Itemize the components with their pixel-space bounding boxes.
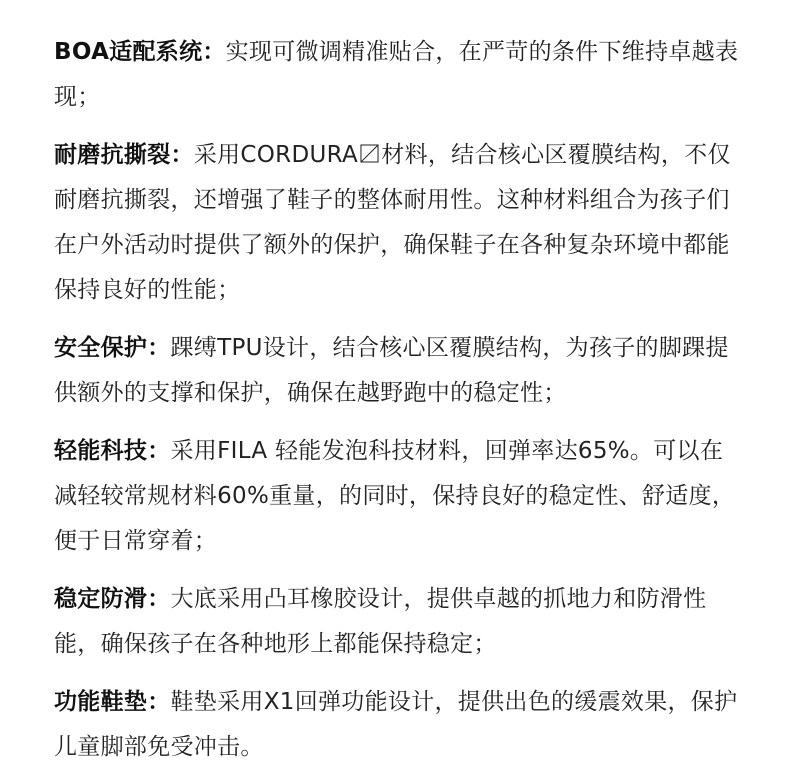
feature-description: 鞋垫采用X1回弹功能设计，提供出色的缓震效果，保护儿童脚部免受冲击。 bbox=[54, 689, 738, 760]
feature-description: 采用FILA 轻能发泡科技材料，回弹率达65%。可以在减轻较常规材料60%重量，的同时，保持良好的稳定性、舒适度，便于日常穿着； bbox=[54, 438, 736, 554]
feature-description: 踝缚TPU设计，结合核心区覆膜结构，为孩子的脚踝提供额外的支撑和保护，确保在越野跑中的稳定性； bbox=[54, 335, 729, 406]
feature-description: 大底采用凸耳橡胶设计，提供卓越的抓地力和防滑性能，确保孩子在各种地形上都能保持稳定； bbox=[54, 586, 707, 657]
feature-title: 耐磨抗撕裂： bbox=[54, 142, 194, 168]
feature-functional-insole bbox=[54, 680, 744, 770]
feature-title: 安全保护： bbox=[54, 335, 171, 361]
feature-title: BOA适配系统： bbox=[54, 39, 226, 65]
feature-stability-anti-slip bbox=[54, 577, 744, 667]
feature-title: 稳定防滑： bbox=[54, 586, 171, 612]
feature-description: 采用CORDURA〼材料，结合核心区覆膜结构，不仅耐磨抗撕裂，还增强了鞋子的整体耐用性。这种材料组合为孩子们在户外活动时提供了额外的保护，确保鞋子在各种复杂环境中都能保持良好的性能； bbox=[54, 142, 731, 303]
feature-safety-protection bbox=[54, 326, 744, 416]
feature-title: 功能鞋垫： bbox=[54, 689, 171, 715]
feature-boa-fit-system bbox=[54, 30, 744, 120]
feature-title: 轻能科技： bbox=[54, 438, 171, 464]
feature-description: 实现可微调精准贴合，在严苛的条件下维持卓越表现； bbox=[54, 39, 739, 110]
feature-abrasion-tear-resistance bbox=[54, 133, 744, 313]
feature-lightweight-tech bbox=[54, 429, 744, 564]
